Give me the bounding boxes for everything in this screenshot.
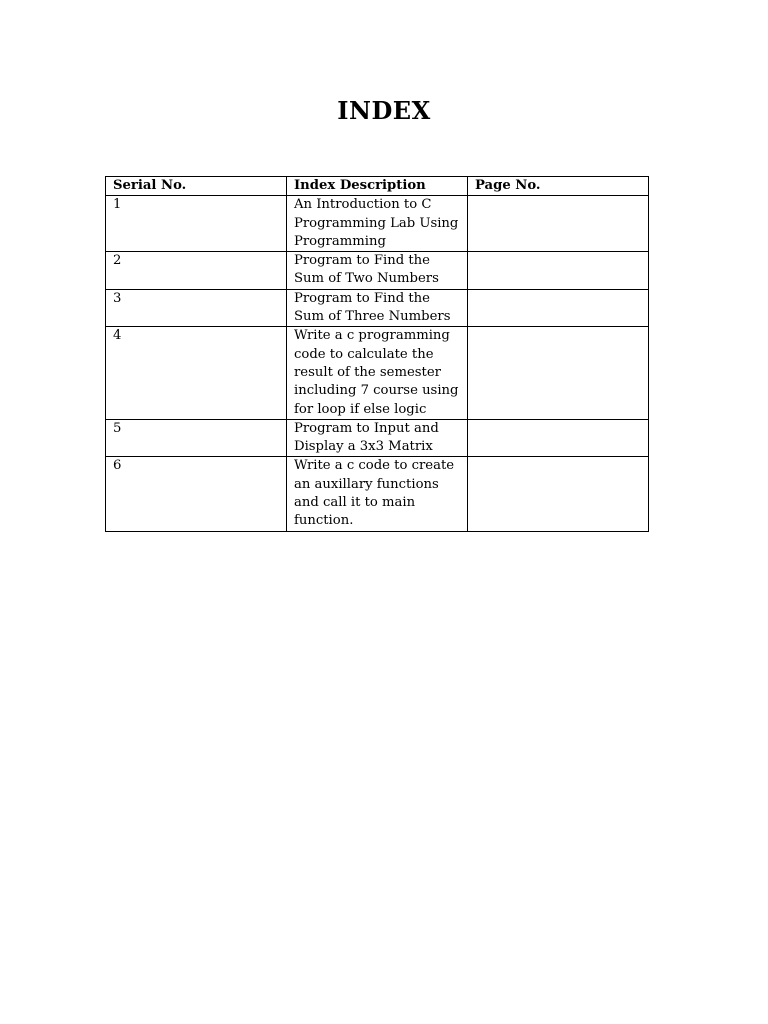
- serial-cell: 2: [106, 252, 287, 290]
- serial-cell: 4: [106, 327, 287, 419]
- table-row: [106, 289, 649, 327]
- page-cell: [468, 289, 649, 327]
- table-row: [106, 327, 649, 419]
- description-cell: Program to Find the Sum of Two Numbers: [287, 252, 468, 290]
- description-cell: Program to Find the Sum of Three Numbers: [287, 289, 468, 327]
- page-title: INDEX: [337, 96, 431, 125]
- page-cell: [468, 252, 649, 290]
- page-cell: [468, 419, 649, 457]
- description-cell: Program to Input and Display a 3x3 Matrix: [287, 419, 468, 457]
- header-serial-no: Serial No.: [106, 177, 287, 196]
- description-cell: An Introduction to C Programming Lab Using Programming: [287, 196, 468, 252]
- header-index-description: Index Description: [287, 177, 468, 196]
- header-page-no: Page No.: [468, 177, 649, 196]
- serial-cell: 6: [106, 457, 287, 531]
- index-table: [105, 176, 649, 532]
- table-row: [106, 419, 649, 457]
- serial-cell: 3: [106, 289, 287, 327]
- serial-cell: 1: [106, 196, 287, 252]
- table-header-row: [106, 177, 649, 196]
- serial-cell: 5: [106, 419, 287, 457]
- description-cell: Write a c programming code to calculate the result of the semester including 7 course using for loop if else logic: [287, 327, 468, 419]
- page-cell: [468, 327, 649, 419]
- page-cell: [468, 196, 649, 252]
- table-row: [106, 457, 649, 531]
- page-cell: [468, 457, 649, 531]
- table-row: [106, 252, 649, 290]
- table-row: [106, 196, 649, 252]
- description-cell: Write a c code to create an auxillary functions and call it to main function.: [287, 457, 468, 531]
